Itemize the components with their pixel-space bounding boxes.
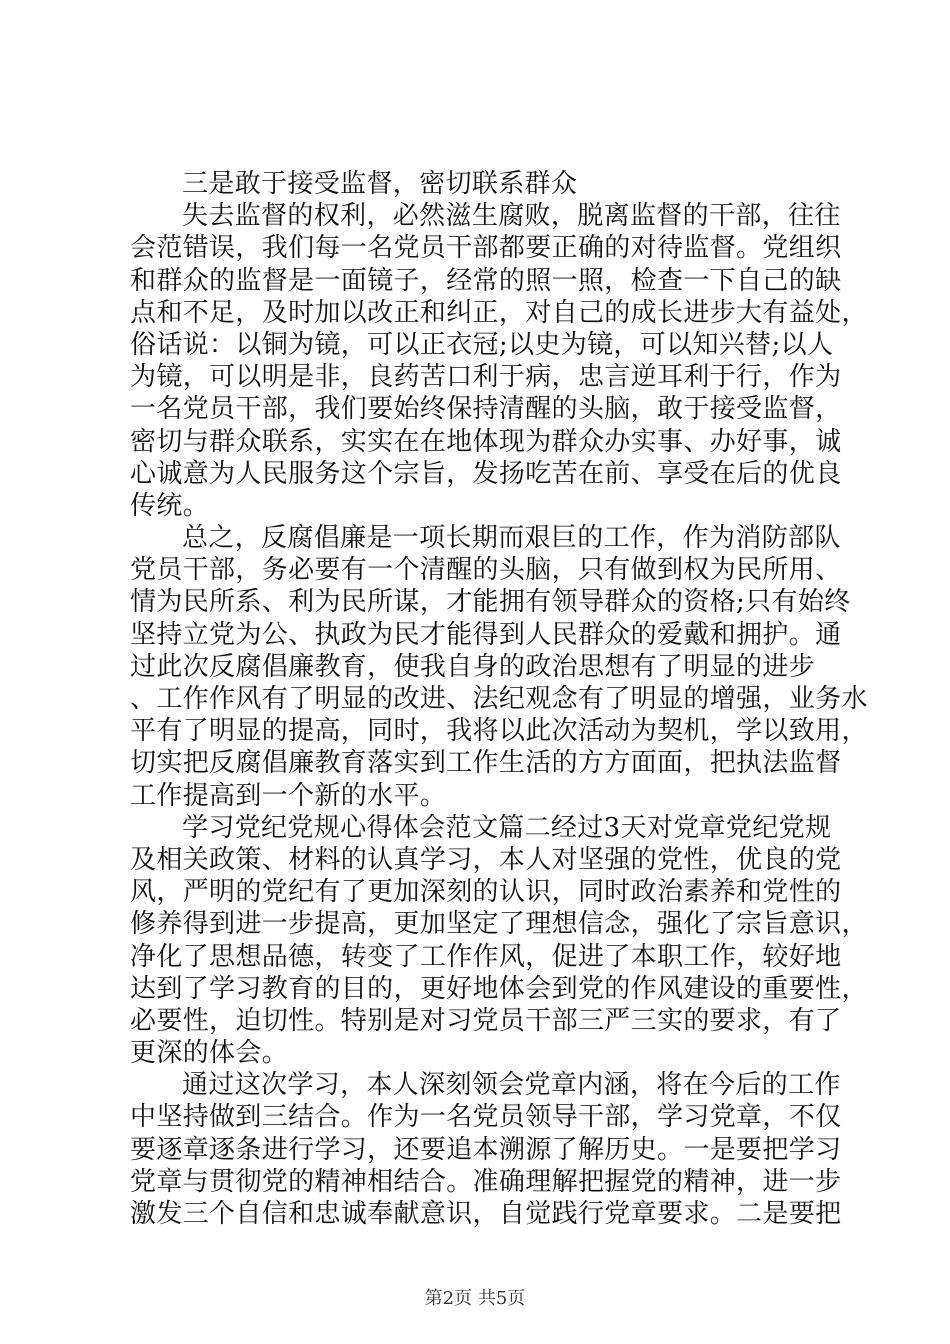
paragraph-line: 和群众的监督是一面镜子，经常的照一照，检查一下自己的缺 <box>130 265 842 296</box>
paragraph-line: 中坚持做到三结合。作为一名党员领导干部，学习党章，不仅 <box>130 1102 842 1133</box>
paragraph-first-line: 三是敢于接受监督，密切联系群众 <box>182 169 578 199</box>
paragraph-line: 平有了明显的提高，同时，我将以此次活动为契机，学以致用， <box>130 716 868 747</box>
paragraph-first-line: 通过这次学习，本人深刻领会党章内涵，将在今后的工作 <box>182 1070 841 1101</box>
paragraph-line: 及相关政策、材料的认真学习，本人对坚强的党性，优良的党 <box>130 844 842 875</box>
paragraph-line: 党章与贯彻党的精神相结合。准确理解把握党的精神，进一步 <box>130 1166 842 1197</box>
paragraph-line: 党员干部，务必要有一个清醒的头脑，只有做到权为民所用、 <box>130 555 842 586</box>
paragraph-line: 激发三个自信和忠诚奉献意识，自觉践行党章要求。二是要把 <box>130 1199 842 1229</box>
paragraph-line: 更深的体会。 <box>130 1038 289 1069</box>
document-body <box>130 168 868 1230</box>
paragraph-line: 修养得到进一步提高，更加坚定了理想信念，强化了宗旨意识， <box>130 909 868 940</box>
paragraph-line: 风，严明的党纪有了更加深刻的认识，同时政治素养和党性的 <box>130 877 842 908</box>
paragraph-line: 点和不足，及时加以改正和纠正，对自己的成长进步大有益处， <box>130 297 868 328</box>
paragraph-line: 过此次反腐倡廉教育，使我自身的政治思想有了明显的进步 <box>130 651 816 682</box>
paragraph-line: 情为民所系、利为民所谋，才能拥有领导群众的资格;只有始终 <box>130 587 851 618</box>
paragraph-line: 传统。 <box>130 490 210 521</box>
paragraph-line: 工作提高到一个新的水平。 <box>130 780 447 811</box>
paragraph-line: 、工作作风有了明显的改进、法纪观念有了明显的增强，业务水 <box>130 684 868 714</box>
paragraph-line: 为镜，可以明是非，良药苦口利于病，忠言逆耳利于行，作为 <box>130 362 842 393</box>
paragraph-line: 要逐章逐条进行学习，还要追本溯源了解历史。一是要把学习 <box>130 1134 842 1165</box>
paragraph-line: 切实把反腐倡廉教育落实到工作生活的方方面面，把执法监督 <box>130 748 842 779</box>
paragraph-line: 坚持立党为公、执政为民才能得到人民群众的爱戴和拥护。通 <box>130 619 842 650</box>
paragraph-first-line: 学习党纪党规心得体会范文篇二经过3天对党章党纪党规 <box>182 812 832 843</box>
paragraph-line: 会范错误，我们每一名党员干部都要正确的对待监督。党组织 <box>130 233 842 264</box>
paragraph-line: 俗话说：以铜为镜，可以正衣冠;以史为镜，可以知兴替;以人 <box>130 329 834 360</box>
paragraph-first-line: 总之，反腐倡廉是一项长期而艰巨的工作，作为消防部队 <box>182 523 841 554</box>
paragraph-line: 一名党员干部，我们要始终保持清醒的头脑，敢于接受监督， <box>130 394 842 425</box>
paragraph-first-line: 失去监督的权利，必然滋生腐败，脱离监督的干部，往往 <box>182 201 841 232</box>
paragraph-line: 必要性，迫切性。特别是对习党员干部三严三实的要求，有了 <box>130 1005 842 1036</box>
paragraph-line: 心诚意为人民服务这个宗旨，发扬吃苦在前、享受在后的优良 <box>130 458 842 489</box>
paragraph-line: 密切与群众联系，实实在在地体现为群众办实事、办好事，诚 <box>130 426 842 457</box>
paragraph-line: 净化了思想品德，转变了工作作风，促进了本职工作，较好地 <box>130 941 842 972</box>
page-footer: 第2页 共5页 <box>424 1288 526 1309</box>
paragraph-line: 达到了学习教育的目的，更好地体会到党的作风建设的重要性， <box>130 973 868 1004</box>
